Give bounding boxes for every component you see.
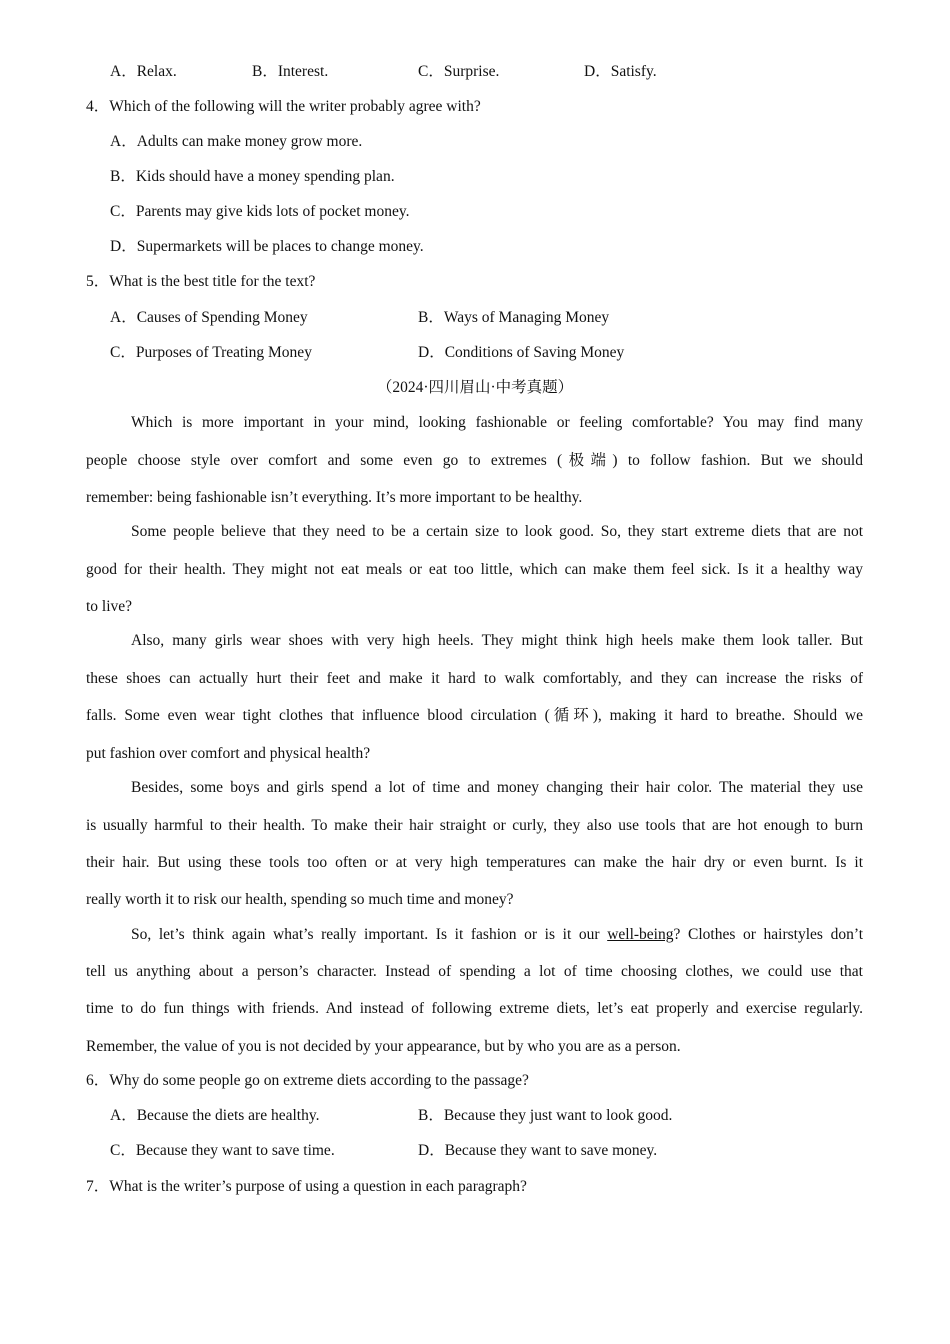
q5-option-c[interactable]: C．Purposes of Treating Money [110, 344, 312, 361]
passage-p3-line4: put fashion over comfort and physical health? [86, 745, 371, 762]
q6-option-d[interactable]: D．Because they want to save money. [418, 1142, 658, 1159]
q4-option-c[interactable]: C．Parents may give kids lots of pocket money. [110, 203, 410, 220]
passage-p5-line2: tell us anything about a person’s character. Instead of spending a lot of time choosing clothes, we could use that [86, 963, 863, 980]
q4-stem: 4．Which of the following will the writer probably agree with? [86, 98, 481, 115]
passage-p5-line1 [131, 925, 863, 945]
q5-option-a[interactable]: A．Causes of Spending Money [110, 309, 308, 326]
p5-text-a: So, let’s think again what’s really important. Is it fashion or is it our [131, 926, 608, 943]
q6-option-b[interactable]: B．Because they just want to look good. [418, 1107, 673, 1124]
q4-option-d[interactable]: D．Supermarkets will be places to change money. [110, 238, 424, 255]
passage-p2-line1: Some people believe that they need to be a certain size to look good. So, they start extreme diets that are not [131, 523, 863, 540]
q5-option-b[interactable]: B．Ways of Managing Money [418, 309, 610, 326]
q4-option-b[interactable]: B．Kids should have a money spending plan. [110, 168, 395, 185]
passage-p4-line2: is usually harmful to their health. To make their hair straight or curly, they also use tools that are hot enough to burn [86, 817, 863, 834]
passage-p1-line3: remember: being fashionable isn’t everything. It’s more important to be healthy. [86, 489, 583, 506]
passage-p3-line2: these shoes can actually hurt their feet and make it hard to walk comfortably, and they can increase the risks of [86, 670, 863, 687]
q6-option-a[interactable]: A．Because the diets are healthy. [110, 1107, 320, 1124]
p5-text-b: ? Clothes or hairstyles don’t [673, 926, 864, 943]
passage-p4-line3: their hair. But using these tools too often or at very high temperatures can make the hair dry or even burnt. Is it [86, 854, 863, 871]
passage-p3-line3: falls. Some even wear tight clothes that influence blood circulation (循环), making it hard to breathe. Should we [86, 707, 863, 724]
passage-p1-line1: Which is more important in your mind, looking fashionable or feeling comfortable? You may find many [131, 414, 863, 431]
q3-option-d[interactable]: D．Satisfy. [584, 63, 657, 80]
passage-p5-line3: time to do fun things with friends. And instead of following extreme diets, let’s eat properly and exercise regularly. [86, 1000, 863, 1017]
passage-p4-line1: Besides, some boys and girls spend a lot of time and money changing their hair color. The material they use [131, 779, 863, 796]
passage-p3-line1: Also, many girls wear shoes with very high heels. They might think high heels make them look taller. But [131, 632, 863, 649]
q6-option-c[interactable]: C．Because they want to save time. [110, 1142, 335, 1159]
passage-p1-line2: people choose style over comfort and some even go to extremes (极端) to follow fashion. But we should [86, 452, 863, 469]
q3-option-a[interactable]: A．Relax. [110, 63, 177, 80]
passage-p2-line2: good for their health. They might not eat meals or eat too little, which can make them feel sick. Is it a healthy way [86, 561, 863, 578]
q3-option-b[interactable]: B．Interest. [252, 63, 329, 80]
q4-option-a[interactable]: A．Adults can make money grow more. [110, 133, 363, 150]
passage-p4-line4: really worth it to risk our health, spending so much time and money? [86, 891, 514, 908]
passage-source: （2024·四川眉山·中考真题） [376, 379, 574, 396]
underlined-word-well-being: well-being [607, 926, 674, 943]
q3-option-c[interactable]: C．Surprise. [418, 63, 500, 80]
q5-stem: 5．What is the best title for the text? [86, 273, 316, 290]
q7-stem: 7．What is the writer’s purpose of using a question in each paragraph? [86, 1178, 527, 1195]
q6-stem: 6．Why do some people go on extreme diets according to the passage? [86, 1072, 529, 1089]
q5-option-d[interactable]: D．Conditions of Saving Money [418, 344, 625, 361]
passage-p5-line4: Remember, the value of you is not decided by your appearance, but by who you are as a person. [86, 1038, 681, 1055]
passage-p2-line3: to live? [86, 598, 133, 615]
